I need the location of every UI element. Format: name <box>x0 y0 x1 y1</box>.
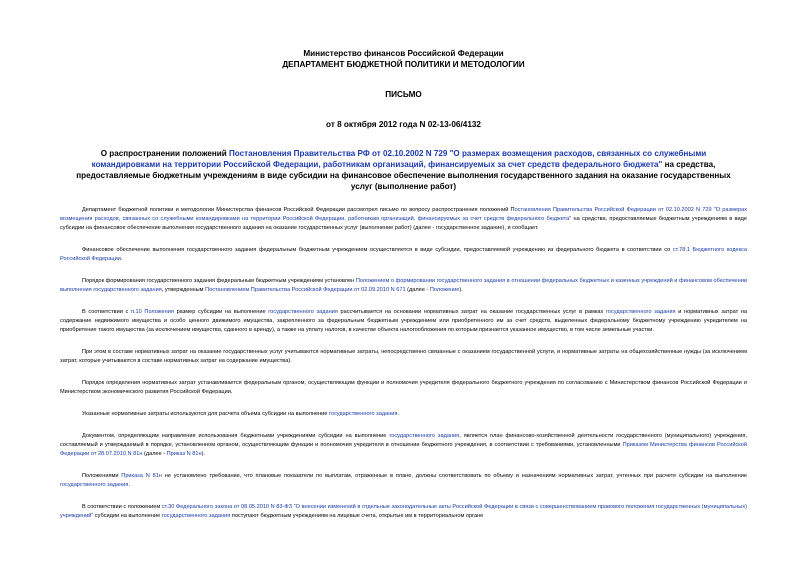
paragraph-text: ). <box>459 287 463 293</box>
document-link[interactable]: государственного задания <box>605 309 676 315</box>
paragraph-text: Положениями <box>82 473 122 479</box>
paragraph-text: (далее - <box>405 287 430 293</box>
document-link[interactable]: Постановлением Правительства Российской Федерации от 02.09.2010 N 671 <box>205 287 406 293</box>
document-link[interactable]: Приказом Министерства финансов Российской Федерации от 28.07.2010 N 81н <box>60 442 747 457</box>
document-link[interactable]: Положением о формировании государственного задания в отношении федеральных бюджетных и казенных учреждений и финансовом обеспечении выполнения государственного задания <box>60 278 747 293</box>
paragraph-text: и нормативных затрат на содержание недвижимого имущества и особо ценного движимого имущества, закрепленного за федеральным бюджетным учреждением или приобретенного им за счет средств, выделенных федеральному бюджетному учреждению учредителем на приобретение такого имущества (за исключением имущества, сданного в аренду), а также на уплату налогов, в качестве объекта налогообложения по которым признается указанное имущество, в том числе земельные участки. <box>60 309 748 333</box>
title-prefix: О распространении положений <box>100 149 229 158</box>
paragraph-text: При этом в составе нормативных затрат на оказание государственных услуг учитываются нормативные затраты, непосредственно связанные с оказанием государственной услуги, и нормативные затраты на общехозяйственные нужды (за исключением затрат, которые учитываются в составе нормативных затрат на содержание имущества). <box>60 349 747 364</box>
body-paragraph <box>60 277 747 295</box>
document-link[interactable]: Приказ N 81н <box>166 451 202 457</box>
document-link[interactable]: государственного задания <box>60 482 129 488</box>
paragraph-text: Порядок формирования государственного задания федеральным бюджетным учреждениям установлен <box>82 278 356 284</box>
body-paragraph <box>60 246 747 264</box>
body-paragraph <box>60 432 747 459</box>
body-paragraph <box>60 472 747 490</box>
paragraph-text: , является план финансово-хозяйственной деятельности государственного (муниципального) учреждения, составляемый и утверждаемый в порядке, установленном органом, осуществляющим функции и полномочия учредителя в отношении бюджетного учреждения, в соответствии с требованиями, установленными <box>60 433 748 448</box>
paragraph-text: субсидии на выполнение <box>93 513 162 519</box>
title-decree-link[interactable]: Постановления Правительства РФ от 02.10.2002 N 729 "О размерах возмещения расходов, связанных со служебными командировками на территории Российской Федерации, работникам организаций, финансируемых за счет средств федерального бюджета" <box>91 149 707 169</box>
body-paragraph <box>60 206 747 233</box>
document-link[interactable]: государственного задания <box>268 309 338 315</box>
paragraph-text: (далее - <box>142 451 167 457</box>
title-suffix: на средства, предоставляемые бюджетным учреждениям в виде субсидии на финансовое обеспечение выполнения государственного задания на оказание государственных услуг (выполнение работ) <box>76 160 731 191</box>
body-paragraph <box>60 410 747 419</box>
paragraph-text: на средства, предоставляемые бюджетным учреждениям в виде субсидии на финансовое обеспечение выполнения государственного задания на оказание государственных услуг (выполнение работ) (далее - государственное задание), и сообщает. <box>60 216 747 231</box>
paragraph-text: В соответствии с <box>82 309 131 315</box>
paragraph-text: не установлено требование, что плановые показатели по выплатам, отраженные в плане, должны соответствовать по объему и назначениям нормативных затрат, учтенных при расчете субсидии на выполнение <box>161 473 747 479</box>
paragraph-text: В соответствии с положением <box>82 504 162 510</box>
paragraph-text: Указанные нормативные затраты используются для расчета объема субсидии на выполнение <box>82 411 329 417</box>
document-link[interactable]: ст.78.1 Бюджетного кодекса Российской Федерации <box>60 247 747 262</box>
document-link[interactable]: остановления Правительства Российской Федерации от 02.10.2002 N 729 "О размерах возмещения расходов, связанных со служебными командировками на территории Российской Федерации, работникам организаций, финансируемых за счет средств федерального бюджета" <box>60 207 747 222</box>
paragraph-text: . <box>128 482 131 488</box>
document-link[interactable]: п.10 Положения <box>130 309 174 315</box>
document-type: ПИСЬМО <box>385 90 422 99</box>
body-paragraph <box>60 348 747 366</box>
body-paragraph <box>60 308 747 335</box>
paragraph-text: . <box>397 411 399 417</box>
paragraph-text: . <box>120 256 123 262</box>
ministry-name: Министерство финансов Российской Федерации <box>303 49 504 58</box>
document-link[interactable]: ст.30 Федерального закона от 08.05.2010 N 83-ФЗ "О внесении изменений в отдельные законодательные акты Российской Федерации в связи с совершенствованием правового положения государственных (муниципальных) учреждений" <box>60 504 747 519</box>
paragraph-text: поступают бюджетным учреждениям на лицевые счета, открытые им в территориальном органе <box>230 513 484 519</box>
paragraph-text: ). <box>201 451 205 457</box>
document-date-number: от 8 октября 2012 года N 02-13-06/4132 <box>326 120 481 129</box>
body-paragraph <box>60 379 747 397</box>
paragraph-text: размер субсидии на выполнение <box>173 309 269 315</box>
document-body <box>60 206 747 521</box>
paragraph-text: Порядок определения нормативных затрат устанавливается федеральным органом, осуществляющим функции и полномочия учредителя федерального бюджетного учреждения по согласованию с Министерством финансов Российской Федерации и Министерством экономического развития Российской Федерации. <box>60 380 747 395</box>
document-title <box>68 148 739 192</box>
document-link[interactable]: государственного задания <box>161 513 231 519</box>
document-link[interactable]: государственного задания <box>328 411 398 417</box>
document-link[interactable]: государственного задания <box>389 433 460 439</box>
paragraph-text: Финансовое обеспечение выполнения государственного задания федеральным бюджетным учреждением осуществляется в виде субсидии, предоставляемой учреждению из федерального бюджета в соответствии со <box>82 247 673 253</box>
paragraph-text: , утвержденным <box>161 287 206 293</box>
paragraph-text: Департамент бюджетной политики и методологии Министерства финансов Российской Федерации рассмотрел письмо по вопросу распространения положений П <box>82 207 515 213</box>
document-link[interactable]: Приказа N 81н <box>121 473 162 479</box>
department-name: ДЕПАРТАМЕНТ БЮДЖЕТНОЙ ПОЛИТИКИ И МЕТОДОЛОГИИ <box>282 60 525 69</box>
paragraph-text: рассчитывается на основании нормативных затрат на оказание государственных услуг в рамках <box>337 309 606 315</box>
body-paragraph <box>60 503 747 521</box>
paragraph-text: Документом, определяющим направления использования бюджетными учреждениями субсидии на выполнение <box>82 433 390 439</box>
document-link[interactable]: Положение <box>429 287 460 293</box>
